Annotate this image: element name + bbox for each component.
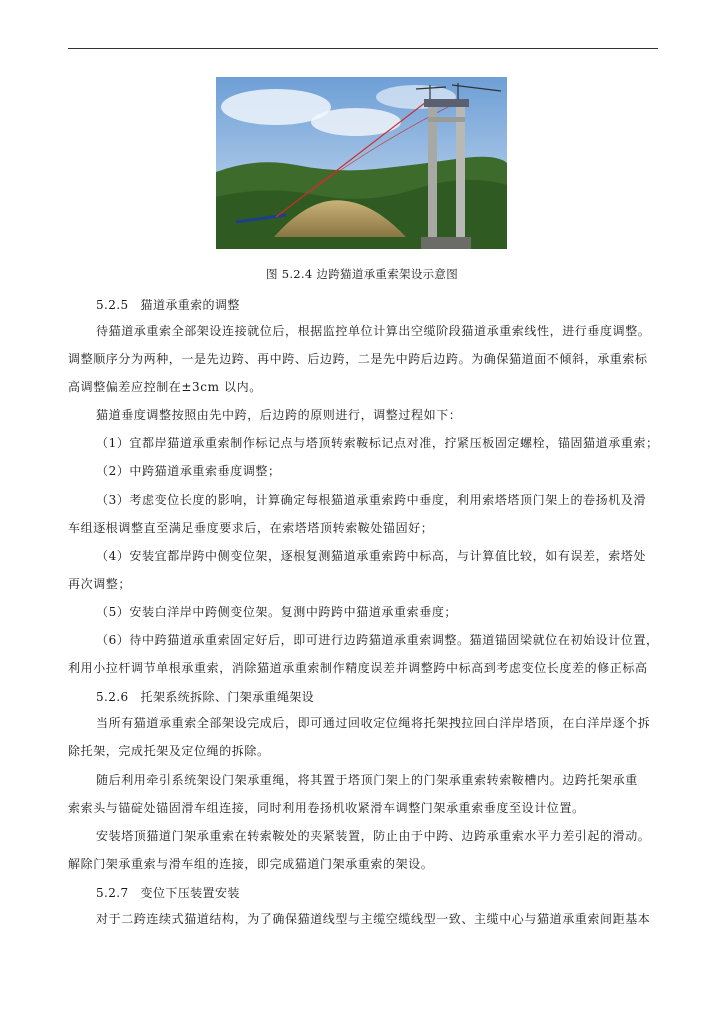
tower-base (421, 237, 471, 249)
body-line: （5）安装白洋岸中跨侧变位架。复测中跨跨中猫道承重索垂度； (96, 605, 458, 619)
tower-leg-left (428, 105, 437, 249)
body-line: 利用小拉杆调节单根承重索，消除猫道承重索制作精度误差并调整跨中标高到考虑变位长度差的修正标高 (68, 661, 648, 675)
section-title: 托架系统拆除、门架承重绳架设 (140, 690, 315, 704)
body-line: （1）宜都岸猫道承重索制作标记点与塔顶转索鞍标记点对准，拧紧压板固定螺栓，锚固猫道承重索； (96, 436, 659, 450)
body-line: （2）中跨猫道承重索垂度调整； (96, 464, 281, 478)
body-line: 待猫道承重索全部架设连接就位后，根据监控单位计算出空缆阶段猫道承重索线性，进行垂度调整。 (96, 324, 651, 338)
body-line: 索索头与锚碇处锚固滑车组连接，同时利用卷扬机收紧滑车调整门架承重索垂度至设计位置。 (68, 801, 585, 815)
section-number: 5.2.6 (96, 690, 129, 704)
body-line: 随后利用牵引系统架设门架承重绳，将其置于塔顶门架上的门架承重索转索鞍槽内。边跨托架承重 (96, 773, 638, 787)
body-line: 车组逐根调整直至满足垂度要求后，在索塔塔顶转索鞍处锚固好； (68, 521, 434, 535)
figure-caption: 图 5.2.4 边跨猫道承重索架设示意图 (265, 267, 459, 281)
body-line: 调整顺序分为两种，一是先边跨、再中跨、后边跨，二是先中跨后边跨。为确保猫道面不倾斜，承重索标 (68, 352, 648, 366)
body-line: 解除门架承重索与滑车组的连接，即完成猫道门架承重索的架设。 (68, 857, 434, 871)
body-line: 当所有猫道承重索全部架设完成后，即可通过回收定位绳将托架拽拉回白洋岸塔顶，在白洋岸逐个拆 (96, 716, 651, 730)
bridge-tower-figure (216, 77, 507, 249)
body-line: 安装塔顶猫道门架承重索在转索鞍处的夹紧装置，防止由于中跨、边跨承重索水平力差引起的滑动。 (96, 829, 651, 843)
header-rule (68, 48, 658, 49)
section-heading-5-2-7 (96, 884, 240, 901)
body-line: 对于二跨连续式猫道结构，为了确保猫道线型与主缆空缆线型一致、主缆中心与猫道承重索间距基本 (96, 912, 651, 926)
section-heading-5-2-6 (96, 688, 314, 705)
section-title: 变位下压装置安装 (140, 886, 240, 900)
tower-leg-right (456, 105, 465, 249)
body-line: 除托架，完成托架及定位绳的拆除。 (68, 744, 270, 758)
body-line: （4）安装宜都岸跨中侧变位架，逐根复测猫道承重索跨中标高，与计算值比较，如有误差，索塔处 (96, 549, 647, 563)
body-line: 猫道垂度调整按照由先中跨，后边跨的原则进行，调整过程如下： (96, 408, 462, 422)
section-title: 猫道承重索的调整 (140, 298, 240, 312)
section-number: 5.2.5 (96, 298, 129, 312)
section-heading-5-2-5 (96, 296, 240, 313)
body-line: （6）待中跨猫道承重索固定好后，即可进行边跨猫道承重索调整。猫道锚固梁就位在初始设计位置， (96, 633, 659, 647)
tower-top (424, 99, 469, 107)
tower-beam (428, 117, 465, 122)
body-line: 再次调整； (68, 577, 132, 591)
body-line: （3）考虑变位长度的影响，计算确定每根猫道承重索跨中垂度，利用索塔塔顶门架上的卷扬机及滑 (96, 493, 647, 507)
bridge-illustration (216, 77, 507, 249)
section-number: 5.2.7 (96, 886, 129, 900)
body-line: 高调整偏差应控制在±3cm 以内。 (68, 380, 262, 394)
